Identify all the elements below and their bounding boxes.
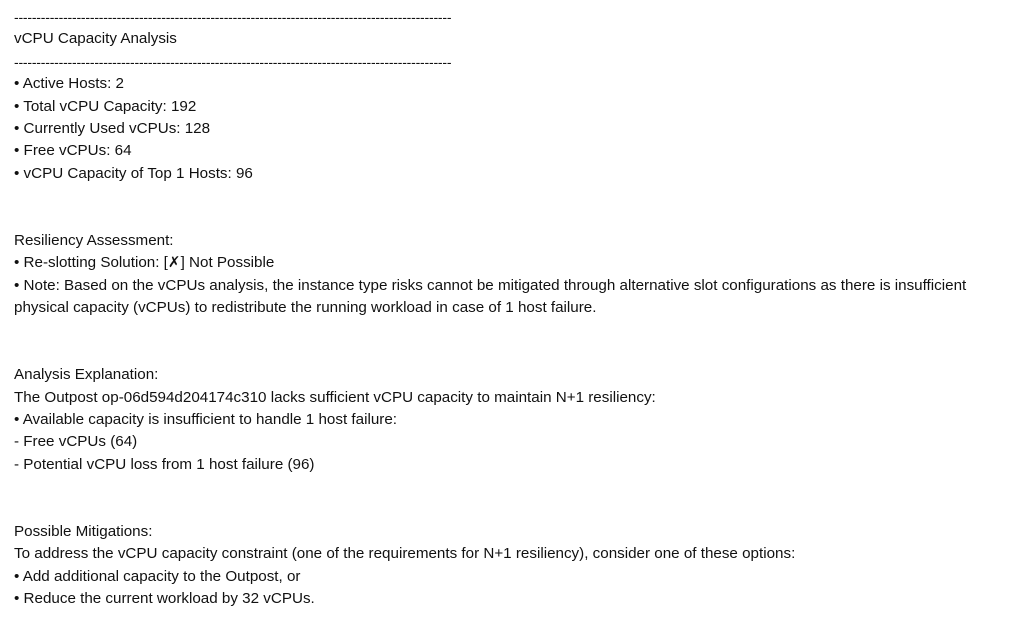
spacer [14,185,1018,207]
mitigations-heading: Possible Mitigations: [14,523,153,541]
mitigation-option-reduce-workload: • Reduce the current workload by 32 vCPUs. [14,590,315,608]
separator-bottom: -------------------------------------------------------------------------------------------------- [14,53,452,70]
section-title-capacity: vCPU Capacity Analysis [14,30,177,48]
capacity-item-total-vcpu: • Total vCPU Capacity: 192 [14,97,197,115]
spacer [14,499,1018,521]
spacer [14,342,1018,364]
resiliency-note: • Note: Based on the vCPUs analysis, the instance type risks cannot be mitigated through alternative slot configurations as there is insufficient physical capacity (vCPUs) to redistribute the running workload in case of 1 host failure. [14,276,967,317]
spacer [14,320,1018,342]
capacity-item-free-vcpu: • Free vCPUs: 64 [14,142,132,160]
explanation-point: • Available capacity is insufficient to handle 1 host failure: [14,411,397,429]
spacer [14,476,1018,498]
capacity-item-active-hosts: • Active Hosts: 2 [14,75,124,93]
capacity-item-used-vcpu: • Currently Used vCPUs: 128 [14,119,211,137]
spacer [14,208,1018,230]
capacity-item-top-hosts: • vCPU Capacity of Top 1 Hosts: 96 [14,164,253,182]
separator-top: -------------------------------------------------------------------------------------------------- [14,9,452,25]
explanation-heading: Analysis Explanation: [14,366,159,384]
explanation-detail-loss: - Potential vCPU loss from 1 host failure (96) [14,455,315,473]
mitigation-option-add-capacity: • Add additional capacity to the Outpost, or [14,567,301,585]
report [14,6,1018,611]
mitigations-intro: To address the vCPU capacity constraint (one of the requirements for N+1 resiliency), consider one of these options: [14,545,796,563]
resiliency-heading: Resiliency Assessment: [14,231,174,249]
reslotting-solution: • Re-slotting Solution: [✗] Not Possible [14,254,275,272]
explanation-detail-free: - Free vCPUs (64) [14,433,138,451]
explanation-summary: The Outpost op-06d594d204174c310 lacks sufficient vCPU capacity to maintain N+1 resiliency: [14,388,656,406]
